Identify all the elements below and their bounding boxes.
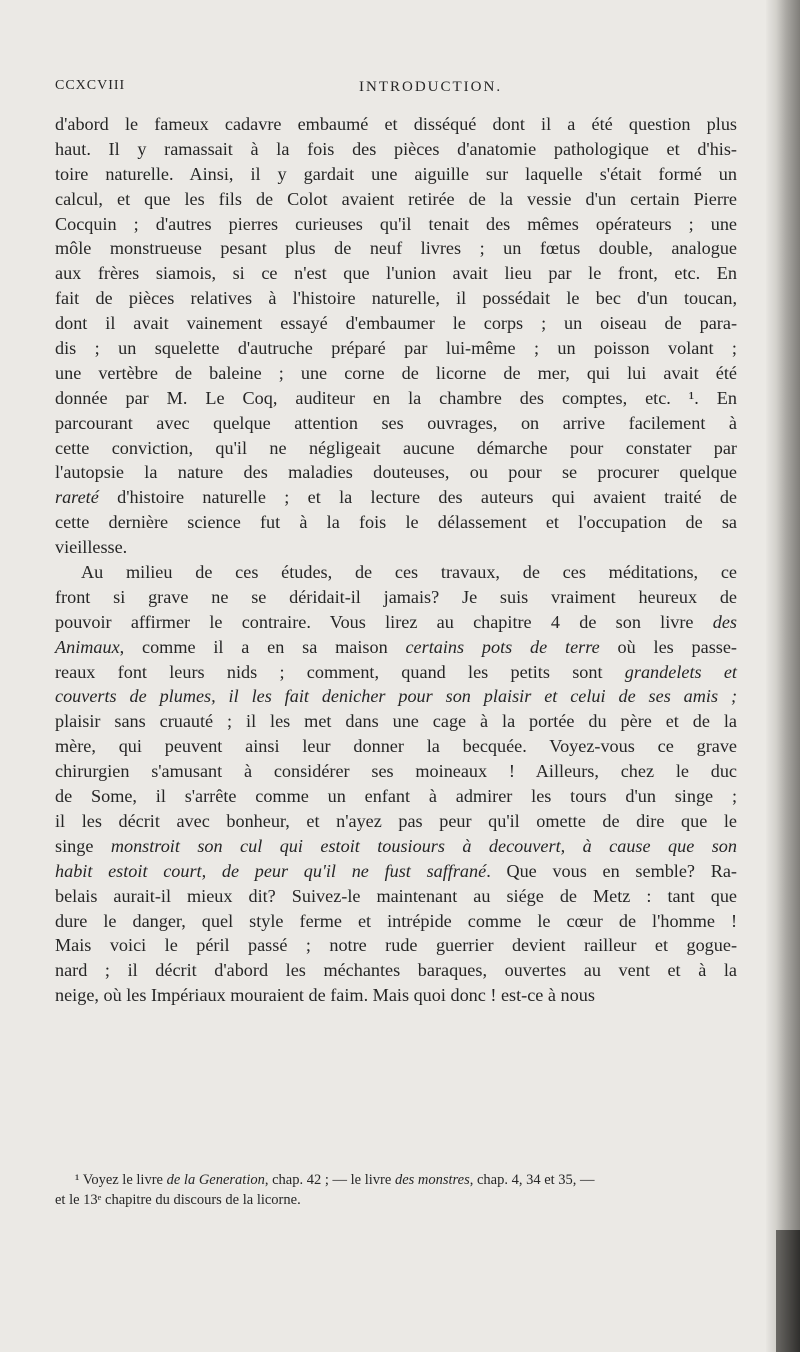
text-run: Au milieu de ces études, de ces travaux, de ces méditations, ce xyxy=(81,562,737,583)
text-line xyxy=(55,958,737,983)
text-line xyxy=(55,933,737,958)
text-line xyxy=(55,162,737,187)
text-line xyxy=(55,909,737,934)
italic-text: de la Generation xyxy=(166,1172,265,1188)
text-run: dure le danger, quel style ferme et intrépide comme le cœur de l'homme ! xyxy=(55,910,737,931)
text-line xyxy=(55,361,737,386)
footnotes xyxy=(55,1170,737,1210)
text-line xyxy=(55,510,737,535)
text-line xyxy=(55,983,737,1008)
text-run: pouvoir affirmer le contraire. Vous lirez au chapitre 4 de son livre xyxy=(55,611,713,632)
italic-text: certains pots de terre xyxy=(405,636,600,657)
text-run: fait de pièces relatives à l'histoire naturelle, il possédait le bec d'un toucan, xyxy=(55,288,737,309)
paragraph xyxy=(55,112,737,560)
text-run: calcul, et que les fils de Colot avaient retirée de la vessie d'un certain Pierre xyxy=(55,188,737,209)
text-run: vieillesse. xyxy=(55,537,128,558)
text-line xyxy=(55,709,737,734)
text-run: où les passe- xyxy=(599,636,737,657)
text-run: aux frères siamois, si ce n'est que l'union avait lieu par le front, etc. En xyxy=(55,263,737,284)
text-line xyxy=(55,635,737,660)
text-line xyxy=(55,660,737,685)
text-line xyxy=(55,212,737,237)
text-line xyxy=(55,759,737,784)
text-run: et le 13ᵉ chapitre du discours de la licorne. xyxy=(55,1192,301,1208)
paragraph xyxy=(55,560,737,1008)
running-head: INTRODUCTION. xyxy=(359,79,503,95)
page-tab-marker xyxy=(776,1230,800,1352)
text-run: môle monstrueuse pesant plus de neuf livres ; un fœtus double, analogue xyxy=(55,238,737,259)
text-run: , comme il a en sa maison xyxy=(119,636,406,657)
text-line xyxy=(55,187,737,212)
text-line xyxy=(55,137,737,162)
text-run: d'abord le fameux cadavre embaumé et disséqué dont il a été question plus xyxy=(55,114,737,134)
text-run: dis ; un squelette d'autruche préparé par lui-même ; un poisson volant ; xyxy=(55,338,737,359)
text-run: Mais voici le péril passé ; notre rude guerrier devient railleur et gogue- xyxy=(55,935,737,956)
text-run: donnée par M. Le Coq, auditeur en la chambre des comptes, etc. ¹. En xyxy=(55,387,737,408)
text-run: reaux font leurs nids ; comment, quand les petits sont xyxy=(55,661,625,682)
text-run: une vertèbre de baleine ; une corne de licorne de mer, qui lui avait été xyxy=(55,362,737,383)
text-line xyxy=(55,585,737,610)
text-line xyxy=(55,809,737,834)
italic-text: grandelets et xyxy=(624,661,737,682)
text-line xyxy=(55,261,737,286)
text-line xyxy=(55,485,737,510)
footnote-line xyxy=(55,1170,737,1190)
text-run: front si grave ne se déridait-il jamais? Je suis vraiment heureux de xyxy=(55,586,737,607)
text-run: . Que vous en semble? Ra- xyxy=(486,860,737,881)
text-run: belais aurait-il mieux dit? Suivez-le maintenant au siége de Metz : tant que xyxy=(55,885,737,906)
text-run: nard ; il décrit d'abord les méchantes baraques, ouvertes au vent et à la xyxy=(55,960,737,981)
italic-text: des monstres xyxy=(394,1172,470,1188)
text-run: , chap. 4, 34 et 35, — xyxy=(469,1172,595,1188)
text-line xyxy=(55,311,737,336)
text-line xyxy=(55,336,737,361)
body-text xyxy=(55,112,737,1008)
italic-text: Animaux xyxy=(55,636,120,657)
text-line xyxy=(55,112,737,137)
text-run: cette conviction, qu'il ne négligeait aucune démarche pour constater par xyxy=(55,437,737,458)
text-run: plaisir sans cruauté ; il les met dans une cage à la portée du père et de la xyxy=(55,711,737,732)
italic-text: rareté xyxy=(55,487,99,508)
text-line xyxy=(55,411,737,436)
page-number: CCXCVIII xyxy=(55,78,126,93)
text-run: toire naturelle. Ainsi, il y gardait une aiguille sur laquelle s'était formé un xyxy=(55,163,737,184)
text-line xyxy=(55,386,737,411)
text-run: cette dernière science fut à la fois le délassement et l'occupation de sa xyxy=(55,512,737,533)
text-line xyxy=(55,859,737,884)
text-run: parcourant avec quelque attention ses ouvrages, on arrive facilement à xyxy=(55,412,737,433)
text-line xyxy=(55,436,737,461)
text-run: il les décrit avec bonheur, et n'ayez pas peur qu'il omette de dire que le xyxy=(55,810,737,831)
italic-text: habit estoit court, de peur qu'il ne fust saffrané xyxy=(55,860,487,881)
italic-text: monstroit son cul qui estoit tousiours à decouvert, à cause que son xyxy=(110,835,737,856)
text-line xyxy=(55,884,737,909)
text-line xyxy=(55,236,737,261)
text-run: , chap. 42 ; — le livre xyxy=(264,1172,395,1188)
text-run: Cocquin ; d'autres pierres curieuses qu'il tenait des mêmes opérateurs ; une xyxy=(55,213,737,234)
text-run: neige, où les Impériaux mouraient de faim. Mais quoi donc ! est-ce à nous xyxy=(55,985,595,1006)
text-line xyxy=(55,684,737,709)
text-run: de Some, il s'arrête comme un enfant à admirer les tours d'un singe ; xyxy=(55,786,737,807)
text-run: chirurgien s'amusant à considérer ses moineaux ! Ailleurs, chez le duc xyxy=(55,761,737,782)
text-run: ¹ Voyez le livre xyxy=(75,1172,167,1188)
text-line xyxy=(55,286,737,311)
text-line xyxy=(55,784,737,809)
text-line xyxy=(55,734,737,759)
footnote-line xyxy=(55,1190,737,1210)
text-line xyxy=(55,834,737,859)
text-line xyxy=(55,460,737,485)
page-edge-shadow xyxy=(766,0,800,1352)
text-line xyxy=(55,560,737,585)
italic-text: des xyxy=(712,611,737,632)
text-run: singe xyxy=(55,835,111,856)
text-run: mère, qui peuvent ainsi leur donner la becquée. Voyez-vous ce grave xyxy=(55,736,737,757)
text-run: haut. Il y ramassait à la fois des pièces d'anatomie pathologique et d'his- xyxy=(55,138,737,159)
text-line xyxy=(55,535,737,560)
text-line xyxy=(55,610,737,635)
page-header xyxy=(55,78,735,104)
text-run: l'autopsie la nature des maladies douteuses, ou pour se procurer quelque xyxy=(55,462,737,483)
italic-text: couverts de plumes, il les fait denicher pour son plaisir et celui de ses amis ; xyxy=(55,686,737,707)
text-run: d'histoire naturelle ; et la lecture des auteurs qui avaient traité de xyxy=(98,487,737,508)
text-run: dont il avait vainement essayé d'embaumer le corps ; un oiseau de para- xyxy=(55,313,737,334)
